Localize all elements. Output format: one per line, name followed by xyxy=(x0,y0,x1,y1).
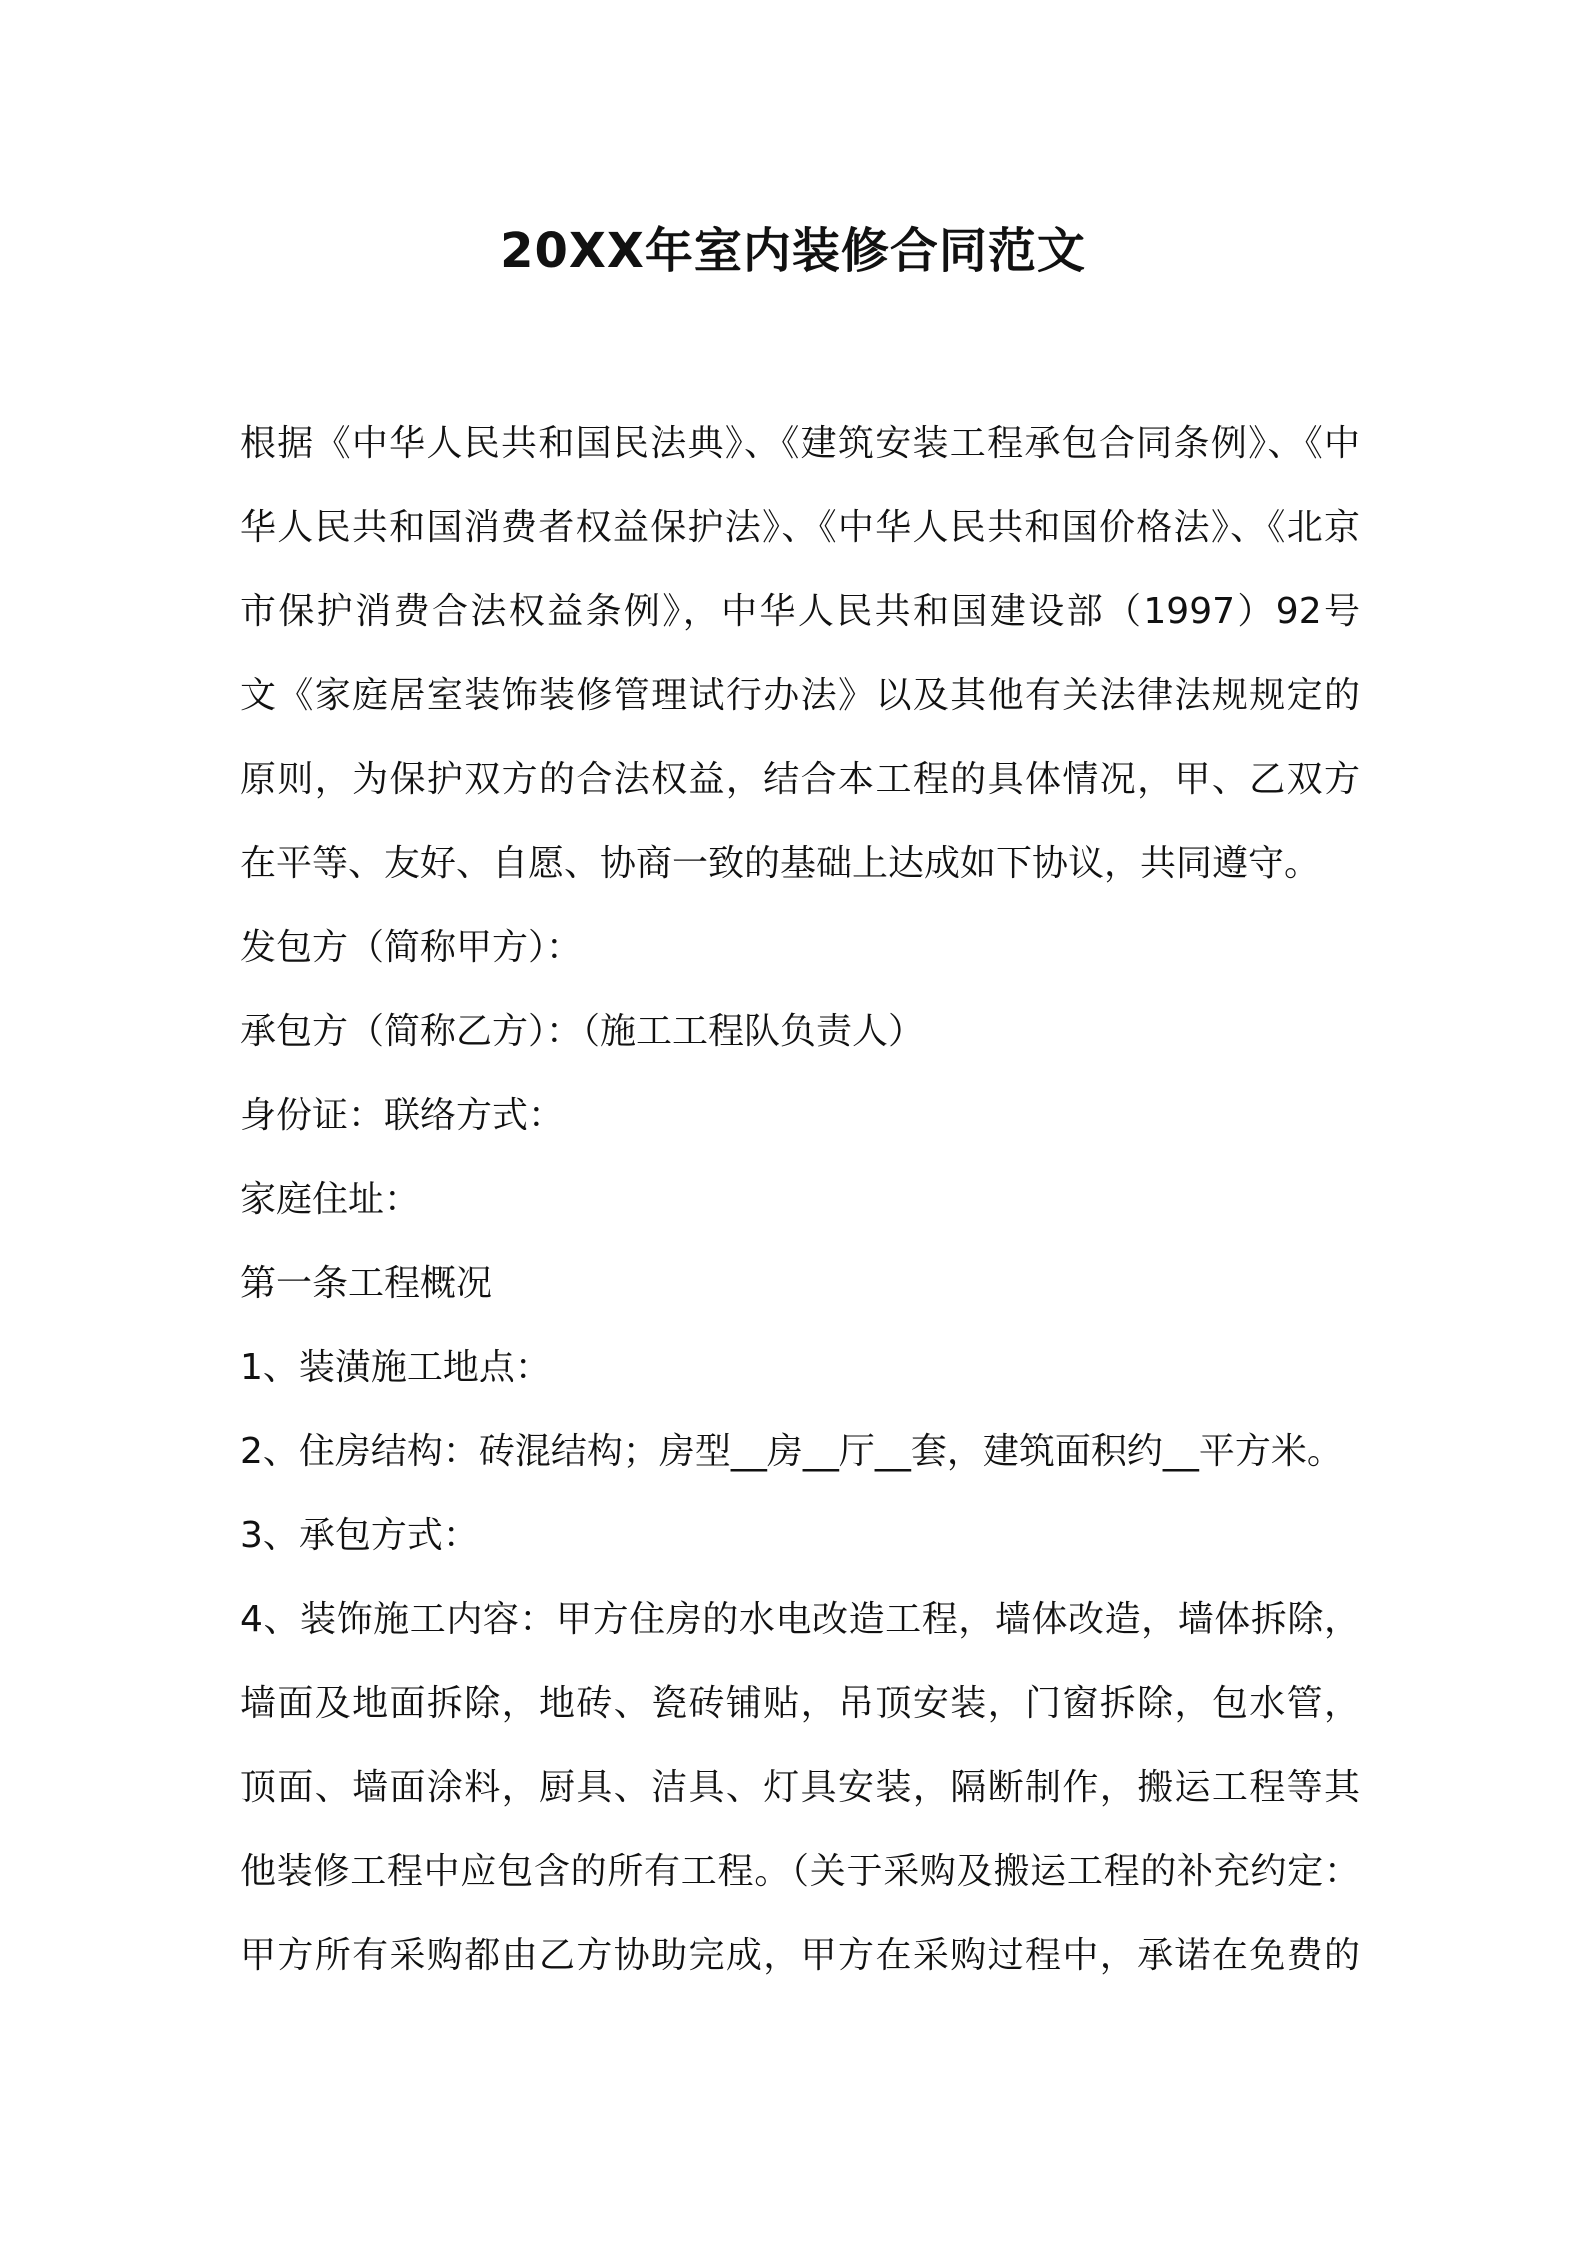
clause-item-continued: 甲方所有采购都由乙方协助完成，甲方在采购过程中，承诺在免费的 xyxy=(240,1935,1360,1976)
id-contact-line: 身份证：联络方式： xyxy=(240,1095,565,1136)
clause-item-continued: 墙面及地面拆除，地砖、瓷砖铺贴，吊顶安装，门窗拆除，包水管， xyxy=(240,1683,1360,1724)
clause-item: 1、装潢施工地点： xyxy=(240,1347,551,1388)
paragraph-line: 市保护消费合法权益条例》，中华人民共和国建设部（1997）92号 xyxy=(240,591,1360,632)
paragraph-line: 文《家庭居室装饰装修管理试行办法》以及其他有关法律法规规定的 xyxy=(240,675,1360,716)
paragraph-line: 华人民共和国消费者权益保护法》、《中华人民共和国价格法》、《北京 xyxy=(240,507,1360,548)
clause-item: 3、承包方式： xyxy=(240,1515,479,1556)
document-title: 20XX年室内装修合同范文 xyxy=(500,223,1086,279)
address-line: 家庭住址： xyxy=(240,1179,421,1220)
party-a-line: 发包方（简称甲方）： xyxy=(240,927,583,968)
clause-item: 4、装饰施工内容：甲方住房的水电改造工程，墙体改造，墙体拆除， xyxy=(240,1599,1360,1640)
paragraph-line: 在平等、友好、自愿、协商一致的基础上达成如下协议，共同遵守。 xyxy=(240,843,1321,884)
party-b-line: 承包方（简称乙方）：（施工工程队负责人） xyxy=(240,1011,925,1052)
paragraph-line: 原则，为保护双方的合法权益，结合本工程的具体情况，甲、乙双方 xyxy=(240,759,1360,800)
section-heading: 第一条工程概况 xyxy=(240,1263,493,1304)
clause-item-continued: 他装修工程中应包含的所有工程。（关于采购及搬运工程的补充约定： xyxy=(240,1851,1360,1892)
document-body xyxy=(240,402,1360,1998)
paragraph-line: 根据《中华人民共和国民法典》、《建筑安装工程承包合同条例》、《中 xyxy=(240,423,1360,464)
clause-item: 2、住房结构：砖混结构；房型__房__厅__套，建筑面积约__平方米。 xyxy=(240,1431,1343,1472)
clause-item-continued: 顶面、墙面涂料，厨具、洁具、灯具安装，隔断制作，搬运工程等其 xyxy=(240,1767,1360,1808)
